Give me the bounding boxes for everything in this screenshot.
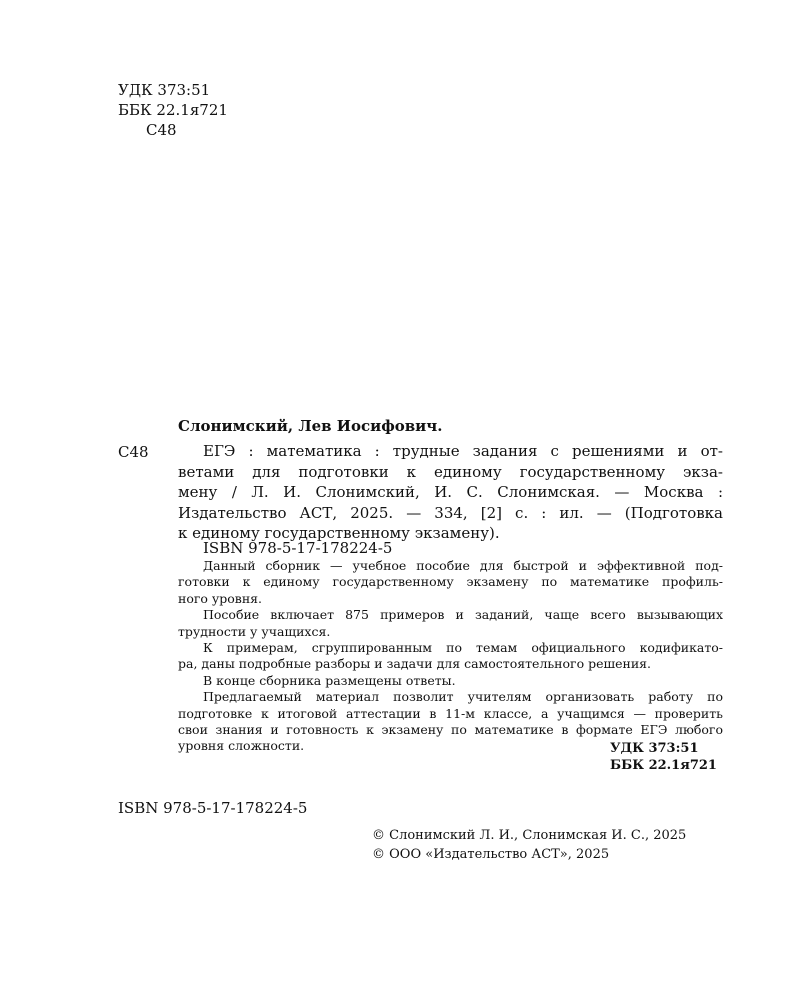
bottom-bbk-code: ББК 22.1я721: [610, 758, 717, 773]
annotation-paragraph: [178, 607, 723, 640]
annotation-line: Пособие включает 875 примеров и заданий, чаще всего вызывающих: [203, 607, 723, 623]
isbn: ISBN 978-5-17-178224-5: [118, 799, 308, 817]
annotation-line: ра, даны подробные разборы и задачи для самостоятельного решения.: [178, 656, 652, 672]
udk-code: УДК 373:51: [118, 81, 211, 99]
annotation: [178, 558, 723, 755]
bib-line: Издательство АСТ, 2025. — 334, [2] с. : ил. — (Подготовка: [178, 503, 723, 522]
annotation-paragraph: [178, 673, 723, 689]
annotation-line: Данный сборник — учебное пособие для быстрой и эффективной под-: [203, 558, 723, 573]
bib-line: к единому государственному экзамену).: [178, 524, 500, 542]
bib-line: ветами для подготовки к единому государственному экза-: [178, 462, 723, 481]
annotation-line: готовки к единому государственному экзамену по математике профиль-: [178, 574, 723, 590]
catalog-isbn: ISBN 978-5-17-178224-5: [203, 539, 393, 557]
bibliographic-description: [178, 441, 723, 544]
copyright-block: [372, 826, 686, 864]
author-mark: С48: [146, 121, 177, 139]
annotation-line: Предлагаемый материал позволит учителям организовать работу по: [203, 689, 723, 705]
annotation-line: подготовке к итоговой аттестации в 11-м классе, а учащимся — проверить: [178, 705, 723, 721]
classification-codes: [118, 80, 228, 140]
annotation-paragraph: [178, 640, 723, 673]
annotation-line: К примерам, сгруппированным по темам официального кодификато-: [203, 640, 723, 656]
annotation-line: трудности у учащихся.: [178, 623, 331, 639]
bottom-classification-codes: [610, 740, 717, 774]
bbk-code: ББК 22.1я721: [118, 101, 228, 119]
bottom-udk-code: УДК 373:51: [610, 741, 699, 756]
annotation-paragraph: [178, 558, 723, 607]
author-mark-side: С48: [118, 443, 149, 461]
copyright-line: © ООО «Издательство АСТ», 2025: [372, 847, 610, 862]
annotation-line: ного уровня.: [178, 590, 263, 606]
annotation-line: В конце сборника размещены ответы.: [203, 672, 456, 688]
bib-line: ЕГЭ : математика : трудные задания с решениями и от-: [203, 442, 723, 460]
copyright-line: © Слонимский Л. И., Слонимская И. С., 2025: [372, 828, 687, 843]
annotation-line: свои знания и готовность к экзамену по математике в формате ЕГЭ любого: [178, 722, 723, 738]
author-heading: Слонимский, Лев Иосифович.: [178, 417, 443, 435]
bib-line: мену / Л. И. Слонимский, И. С. Слонимская. — Москва :: [178, 483, 723, 501]
annotation-line: уровня сложности.: [178, 738, 305, 754]
